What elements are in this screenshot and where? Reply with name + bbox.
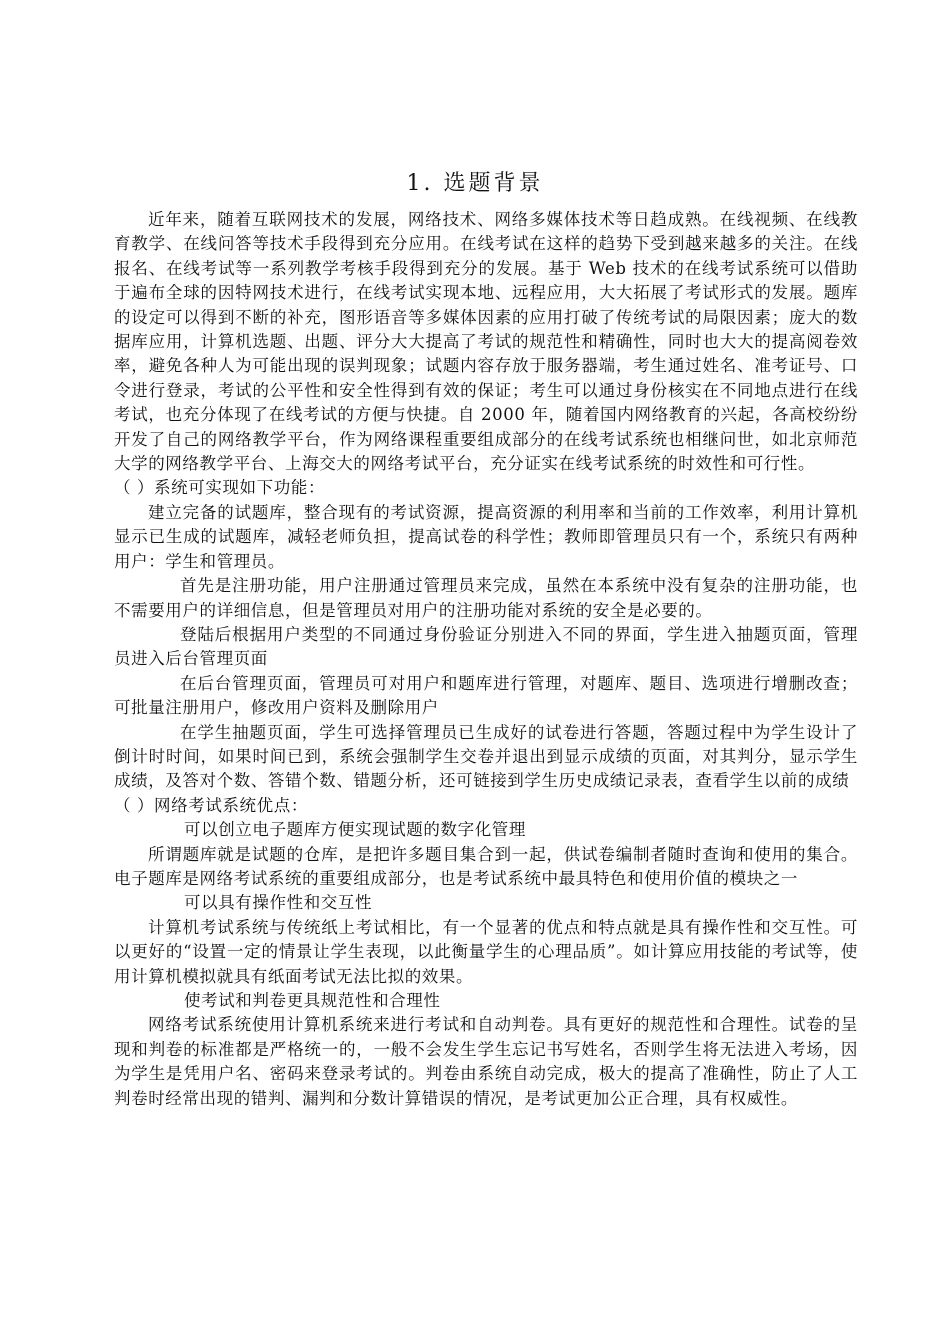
subheading-interactive: 可以具有操作性和交互性 [184,893,373,913]
paragraph-standardized: 网络考试系统使用计算机系统来进行考试和自动判卷。具有更好的规范性和合理性。试卷的呈现和判卷的标准都是严格统一的，一般不会发生学生忘记书写姓名，否则学生将无法进入考场，因为学生是凭用户名、密码来登录考试的。判卷由系统自动完成，极大的提高了准确性，防止了人工判卷时经常出现的错判、漏判和分数计算错误的情况，是考试更加公正合理，具有权威性。 [114,1015,858,1108]
paragraph-admin: 在后台管理页面，管理员可对用户和题库进行管理，对题库、题目、选项进行增删改查；可批量注册用户，修改用户资料及删除用户 [114,673,858,718]
subheading-standardized: 使考试和判卷更具规范性和合理性 [184,991,441,1010]
paragraph-question-bank: 建立完备的试题库，整合现有的考试资源，提高资源的利用率和当前的工作效率，利用计算机显示已生成的试题库，减轻老师负担，提高试卷的科学性；教师即管理员只有一个，系统只有两种用户：学生和管理员。 [114,502,858,571]
paragraph-login: 登陆后根据用户类型的不同通过身份验证分别进入不同的界面，学生进入抽题页面，管理员进入后台管理页面 [114,624,858,669]
paragraph-student: 在学生抽题页面，学生可选择管理员已生成好的试卷进行答题，答题过程中为学生设计了倒计时时间，如果时间已到，系统会强制学生交卷并退出到显示成绩的页面，对其判分，显示学生成绩，及答对个数、答错个数、错题分析，还可链接到学生历史成绩记录表，查看学生以前的成绩 [114,722,858,791]
intro-paragraph: 近年来，随着互联网技术的发展，网络技术、网络多媒体技术等日趋成熟。在线视频、在线教育教学、在线问答等技术手段得到充分应用。在线考试在这样的趋势下受到越来越多的关注。在线报名、在线考试等一系列教学考核手段得到充分的发展。基于 Web 技术的在线考试系统可以借助于遍布全球的因特网技术进行，在线考试实现本地、远程应用，大大拓展了考试形式的发展。题库的设定可以得到不断的补充，图形语音等多媒体因素的应用打破了传统考试的局限因素；庞大的数据库应用，计算机选题、出题、评分大大提高了考试的规范性和精确性，同时也大大的提高阅卷效率，避免各种人为可能出现的误判现象；试题内容存放于服务器端，考生通过姓名、准考证号、口令进行登录，考试的公平性和安全性得到有效的保证；考生可以通过身份核实在不同地点进行在线考试，也充分体现了在线考试的方便与快捷。自 2000 年，随着国内网络教育的兴起，各高校纷纷开发了自己的网络教学平台，作为网络课程重要组成部分的在线考试系统也相继问世，如北京师范大学的网络教学平台、上海交大的网络考试平台，充分证实在线考试系统的时效性和可行性。 [114,210,858,474]
subheading-digital-bank: 可以创立电子题库方便实现试题的数字化管理 [184,820,526,840]
section-title: 1. 选题背景 [406,171,544,196]
document-body [114,208,858,1111]
list-heading-functions: （ ）系统可实现如下功能： [114,478,326,498]
paragraph-interactive: 计算机考试系统与传统纸上考试相比，有一个显著的优点和特点就是具有操作性和交互性。可以更好的“设置一定的情景让学生表现，以此衡量学生的心理品质”。如计算应用技能的考试等，使用计算机模拟就具有纸面考试无法比拟的效果。 [114,917,858,986]
paragraph-digital-bank: 所谓题库就是试题的仓库，是把许多题目集合到一起，供试卷编制者随时查询和使用的集合。电子题库是网络考试系统的重要组成部分，也是考试系统中最具特色和使用价值的模块之一 [114,844,858,888]
paragraph-registration: 首先是注册功能，用户注册通过管理员来完成，虽然在本系统中没有复杂的注册功能，也不需要用户的详细信息，但是管理员对用户的注册功能对系统的安全是必要的。 [114,576,858,620]
list-heading-advantages: （ ）网络考试系统优点： [114,795,308,815]
